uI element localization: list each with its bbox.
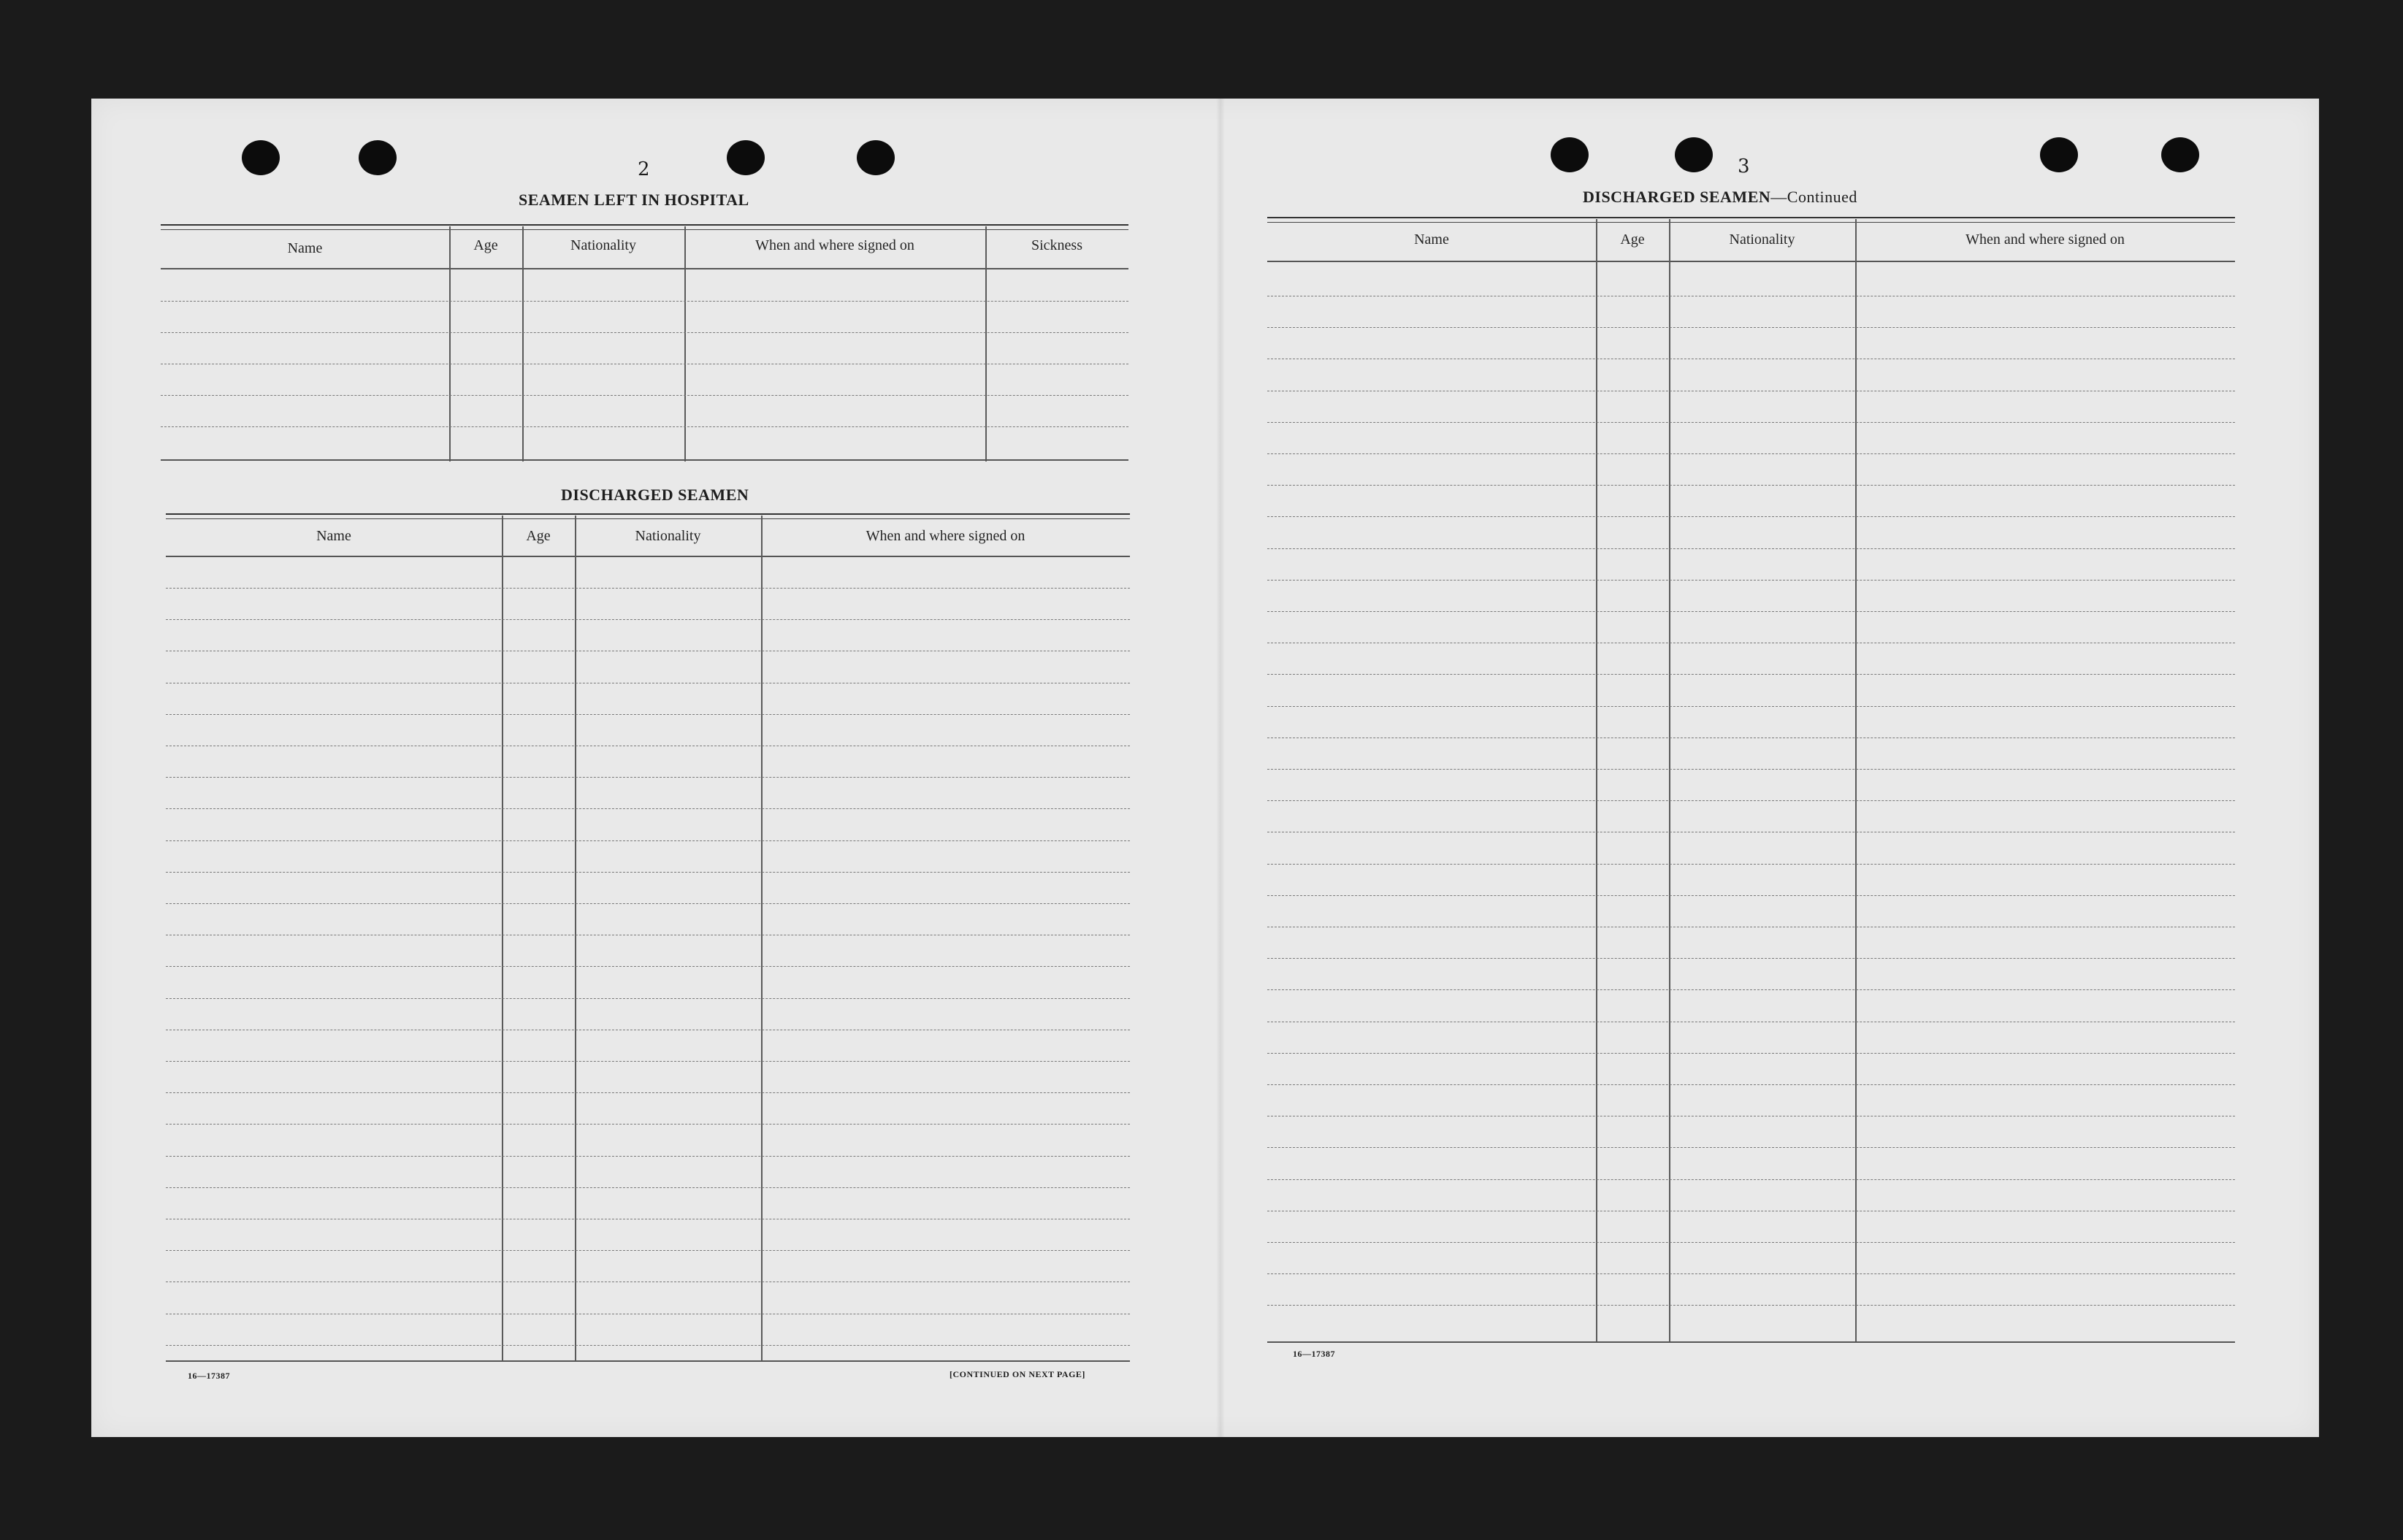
table-row (1267, 1305, 2235, 1306)
left-page-number: 2 (638, 158, 650, 180)
table-row (166, 777, 1130, 778)
table-row (1267, 1179, 2235, 1180)
table-row (166, 966, 1130, 967)
table-row (1267, 895, 2235, 896)
table-row (1267, 516, 2235, 517)
table-row (1267, 548, 2235, 549)
column-header-age: Age (473, 237, 498, 253)
table-row (1267, 706, 2235, 707)
column-divider (1855, 219, 1857, 1341)
column-header-name: Name (316, 528, 351, 544)
table-row (166, 840, 1130, 841)
column-header-signed-on: When and where signed on (755, 237, 914, 253)
table-row (1267, 422, 2235, 423)
column-header-name: Name (287, 240, 323, 256)
column-header-name: Name (1414, 231, 1449, 248)
table-row (166, 1187, 1130, 1188)
punch-hole (242, 140, 280, 175)
table-row (1267, 864, 2235, 865)
table-row (161, 426, 1128, 427)
table-row (166, 1061, 1130, 1062)
column-divider (575, 516, 576, 1360)
table-row (166, 998, 1130, 999)
table-bottom-rule (1267, 1341, 2235, 1343)
table-row (1267, 769, 2235, 770)
table-row (166, 903, 1130, 904)
table-row (1267, 327, 2235, 328)
header-rule (161, 268, 1128, 269)
table-row (1267, 453, 2235, 454)
punch-hole (2040, 137, 2078, 172)
table-row (166, 1345, 1130, 1346)
table-row (161, 395, 1128, 396)
table-row (1267, 674, 2235, 675)
punch-hole (359, 140, 397, 175)
form-number-right: 16—17387 (1293, 1349, 1335, 1359)
right-page-number: 3 (1738, 156, 1750, 177)
table-row (1267, 611, 2235, 612)
table-row (1267, 1242, 2235, 1243)
table-row (1267, 989, 2235, 990)
table-row (1267, 958, 2235, 959)
table-row (166, 1124, 1130, 1125)
document-sheet (91, 99, 2319, 1437)
column-header-sickness: Sickness (1031, 237, 1082, 253)
table-row (1267, 1084, 2235, 1085)
discharged-section-title: DISCHARGED SEAMEN (561, 486, 749, 504)
continued-section-title (1583, 188, 1857, 207)
column-header-nationality: Nationality (1729, 231, 1795, 248)
column-divider (1669, 219, 1670, 1341)
discharged-continued-table (1267, 217, 2235, 1444)
column-header-age: Age (526, 528, 551, 544)
punch-hole (1551, 137, 1589, 172)
punch-hole (2161, 137, 2199, 172)
column-divider (761, 516, 763, 1360)
table-row (161, 332, 1128, 333)
table-row (1267, 1053, 2235, 1054)
page-fold (1216, 99, 1225, 1437)
table-row (161, 301, 1128, 302)
table-top-rule (166, 513, 1130, 519)
table-top-rule (161, 224, 1128, 230)
table-row (166, 1156, 1130, 1157)
table-row (166, 872, 1130, 873)
continued-title-suffix: —Continued (1770, 188, 1857, 206)
column-header-nationality: Nationality (635, 528, 701, 544)
table-row (1267, 1147, 2235, 1148)
column-header-age: Age (1620, 231, 1645, 248)
table-row (1267, 800, 2235, 801)
form-number: 16—17387 (188, 1371, 230, 1381)
hospital-section-title: SEAMEN LEFT IN HOSPITAL (519, 191, 749, 209)
table-row (166, 714, 1130, 715)
continued-note: [CONTINUED ON NEXT PAGE] (950, 1369, 1085, 1379)
table-row (166, 1092, 1130, 1093)
table-row (166, 588, 1130, 589)
table-row (166, 1250, 1130, 1251)
continued-title-main: DISCHARGED SEAMEN (1583, 188, 1771, 206)
column-divider (1596, 219, 1597, 1341)
table-row (166, 619, 1130, 620)
table-row (1267, 1273, 2235, 1274)
punch-hole (1675, 137, 1713, 172)
column-divider (502, 516, 503, 1360)
column-header-nationality: Nationality (570, 237, 636, 253)
column-header-signed-on: When and where signed on (1965, 231, 2125, 248)
table-bottom-rule (166, 1360, 1130, 1362)
table-row (1267, 485, 2235, 486)
discharged-table (166, 513, 1130, 1463)
table-row (1267, 580, 2235, 581)
table-bottom-rule (161, 459, 1128, 461)
header-rule (1267, 261, 2235, 262)
column-header-signed-on: When and where signed on (866, 528, 1025, 544)
header-rule (166, 556, 1130, 557)
punch-hole (727, 140, 765, 175)
table-row (166, 808, 1130, 809)
table-top-rule (1267, 217, 2235, 223)
punch-hole (857, 140, 895, 175)
